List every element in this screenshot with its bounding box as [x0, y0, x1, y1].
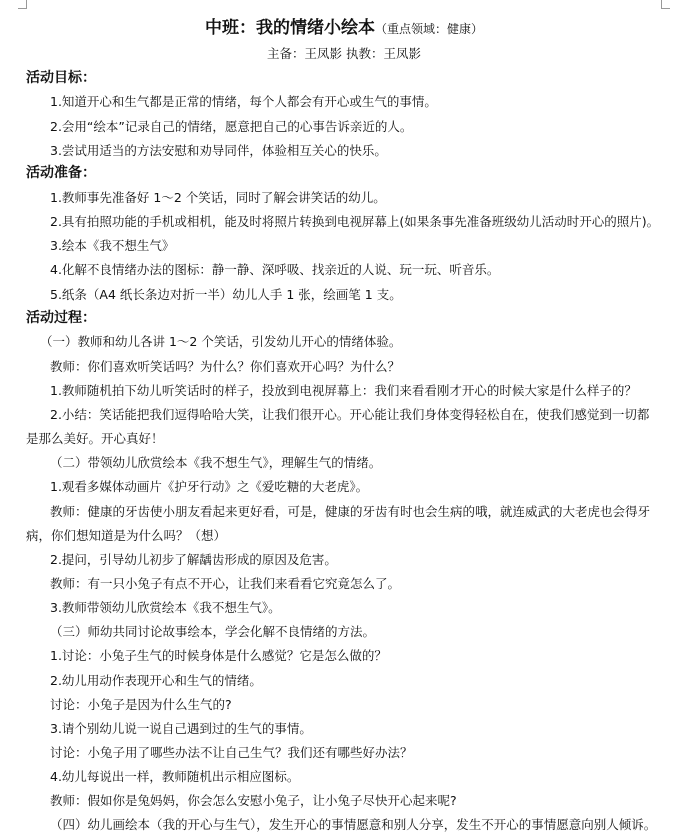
section-heading-preparation: 活动准备：: [26, 165, 96, 181]
process-item: 2.幼儿用动作表现开心和生气的情绪。: [50, 673, 262, 688]
title-text: 中班：我的情绪小绘本: [204, 18, 375, 38]
author-line: 主备：王凤影 执教：王凤影: [267, 46, 421, 61]
section-heading-process: 活动过程：: [26, 310, 96, 326]
process-item: 4.幼儿每说出一样，教师随机出示相应图标。: [50, 769, 300, 784]
process-item: 1.观看多媒体动画片《护牙行动》之《爱吃糖的大老虎》。: [50, 479, 369, 494]
preparation-item: 1.教师事先准备好 1～2 个笑话，同时了解会讲笑话的幼儿。: [50, 190, 386, 205]
document-title: [0, 16, 688, 41]
process-item-continued: 病，你们想知道是为什么吗？（想）: [26, 528, 227, 543]
process-item: 3.请个别幼儿说一说自己遇到过的生气的事情。: [50, 721, 312, 736]
process-step-heading: （一）教师和幼儿各讲 1～2 个笑话，引发幼儿开心的情绪体验。: [40, 334, 402, 349]
process-step-heading: （二）带领幼儿欣赏绘本《我不想生气》，理解生气的情绪。: [50, 455, 382, 470]
preparation-item: 3.绘本《我不想生气》: [50, 238, 175, 253]
focus-note: （重点领域：健康）: [374, 22, 483, 36]
page-corner-mark-left: [18, 0, 27, 9]
process-item: 教师：你们喜欢听笑话吗？为什么？你们喜欢开心吗？为什么？: [50, 359, 401, 374]
preparation-item: 4.化解不良情绪办法的图标：静一静、深呼吸、找亲近的人说、玩一玩、听音乐。: [50, 262, 500, 277]
page-corner-mark-right: [661, 0, 670, 9]
section-heading-goals: 活动目标：: [26, 70, 96, 86]
process-item: 教师：有一只小兔子有点不开心，让我们来看看它究竟怎么了。: [50, 576, 401, 591]
process-item: 3.教师带领幼儿欣赏绘本《我不想生气》。: [50, 600, 281, 615]
process-step-heading: （四）幼儿画绘本（我的开心与生气），发生开心的事情愿意和别人分享，发生不开心的事情愿意向别人倾诉。: [50, 817, 657, 832]
process-item: 教师：健康的牙齿使小朋友看起来更好看，可是，健康的牙齿有时也会生病的哦，就连威武的大老虎也会得牙: [50, 504, 651, 519]
process-item: 教师：假如你是兔妈妈，你会怎么安慰小兔子，让小兔子尽快开心起来呢?: [50, 793, 457, 808]
goal-item: 1.知道开心和生气都是正常的情绪，每个人都会有开心或生气的事情。: [50, 94, 437, 109]
process-item: 2.提问，引导幼儿初步了解龋齿形成的原因及危害。: [50, 552, 337, 567]
process-item: 2.小结：笑话能把我们逗得哈哈大笑，让我们很开心。开心能让我们身体变得轻松自在，使我们感觉到一切都: [50, 407, 650, 422]
goal-item: 3.尝试用适当的方法安慰和劝导同伴，体验相互关心的快乐。: [50, 143, 387, 158]
process-item: 1.教师随机拍下幼儿听笑话时的样子，投放到电视屏幕上：我们来看看刚才开心的时候大家是什么样子的？: [50, 383, 637, 398]
process-item-continued: 是那么美好。开心真好！: [26, 431, 164, 446]
preparation-item: 2.具有拍照功能的手机或相机，能及时将照片转换到电视屏幕上(如果条事先准备班级幼儿活动时开心的照片)。: [50, 214, 660, 229]
process-step-heading: （三）师幼共同讨论故事绘本，学会化解不良情绪的方法。: [50, 624, 376, 639]
process-item: 讨论：小兔子是因为什么生气的?: [50, 697, 232, 712]
goal-item: 2.会用“绘本”记录自己的情绪，愿意把自己的心事告诉亲近的人。: [50, 119, 413, 134]
preparation-item: 5.纸条（A4 纸长条边对折一半）幼儿人手 1 张，绘画笔 1 支。: [50, 287, 402, 302]
process-item: 讨论：小兔子用了哪些办法不让自己生气？我们还有哪些好办法？: [50, 745, 413, 760]
process-item: 1.讨论：小兔子生气的时候身体是什么感觉？它是怎么做的？: [50, 648, 387, 663]
